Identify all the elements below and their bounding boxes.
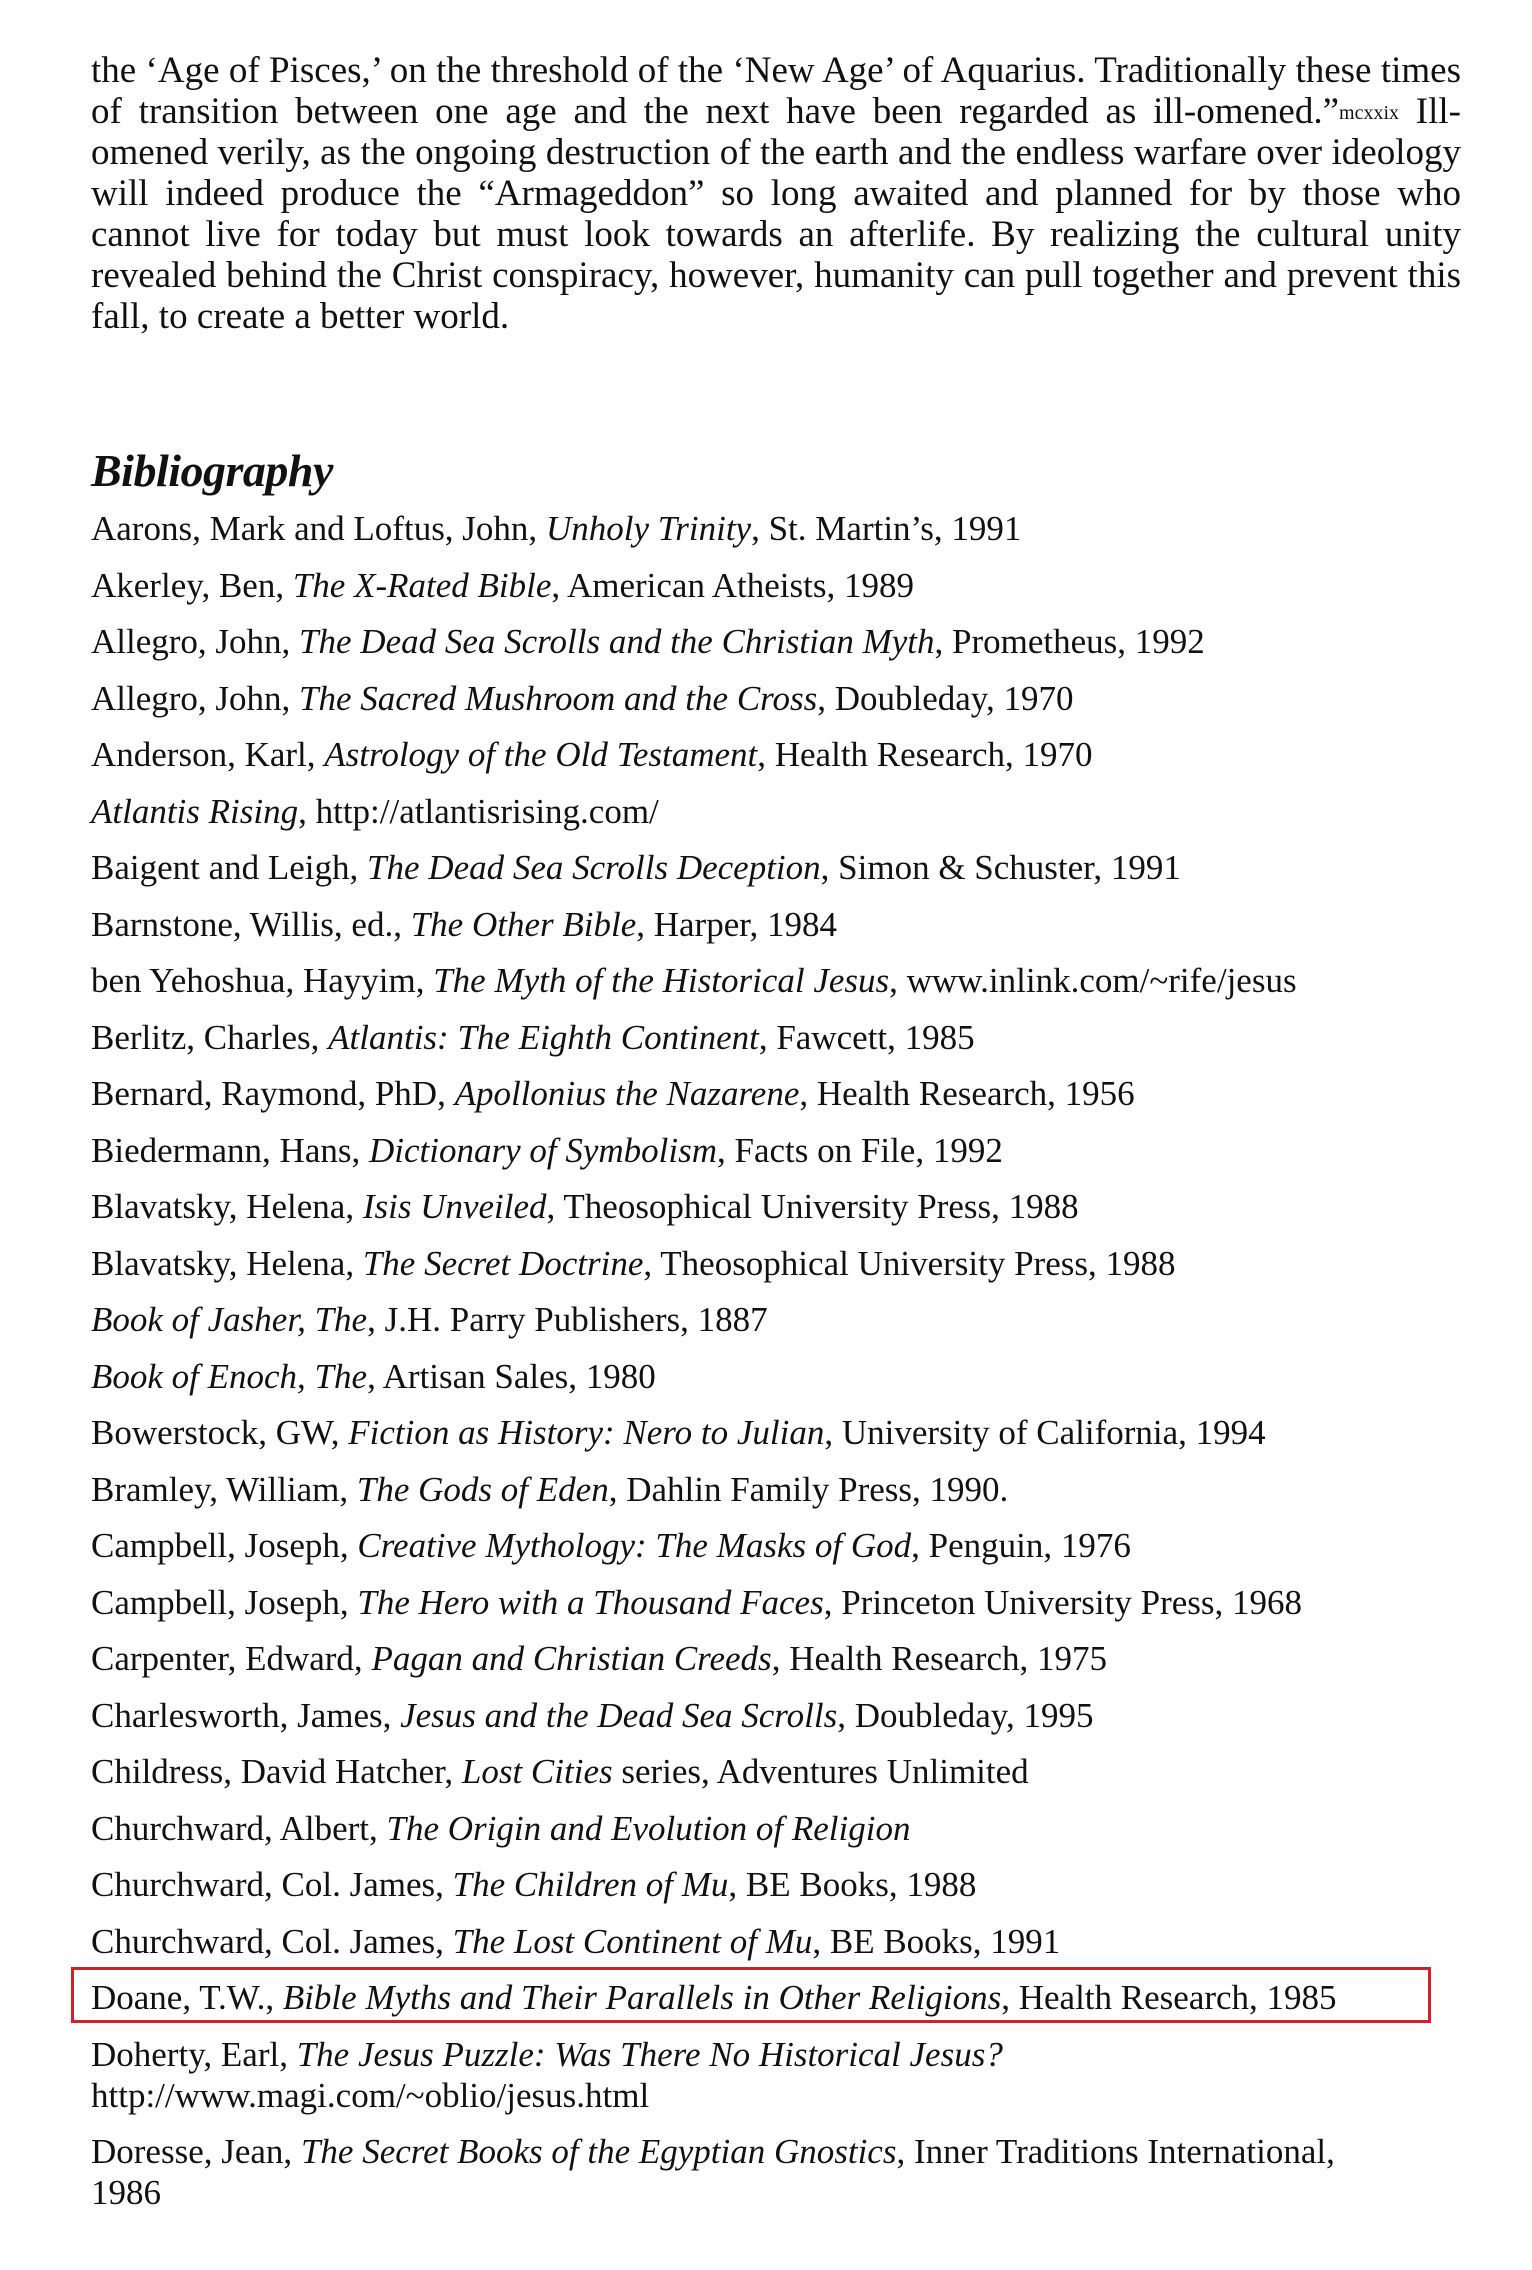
entry-publisher: , Fawcett, 1985 bbox=[758, 1017, 975, 1057]
entry-publisher: , American Atheists, 1989 bbox=[551, 565, 914, 605]
entry-title: The Other Bible bbox=[410, 904, 637, 944]
bibliography-entry bbox=[91, 1695, 1461, 1736]
entry-title: Bible Myths and Their Parallels in Other Religions bbox=[282, 1978, 1002, 2017]
entry-title: Pagan and Christian Creeds bbox=[371, 1639, 772, 1678]
entry-title: Astrology of the Old Testament bbox=[324, 735, 758, 774]
bibliography-entry bbox=[91, 1864, 1461, 1905]
entry-author: Allegro, John, bbox=[91, 622, 300, 661]
entry-author: Churchward, Albert, bbox=[91, 1808, 387, 1848]
entry-author: Carpenter, Edward, bbox=[91, 1639, 372, 1678]
entry-title: The Myth of the Historical Jesus bbox=[433, 961, 890, 1000]
entry-publisher: , St. Martin’s, 1991 bbox=[751, 509, 1022, 548]
entry-publisher: , Health Research, 1956 bbox=[799, 1074, 1135, 1113]
entry-publisher: , www.inlink.com/~rife/jesus bbox=[889, 961, 1297, 1000]
bibliography-entry bbox=[91, 1356, 1461, 1397]
bibliography-entry bbox=[91, 1808, 1461, 1849]
entry-title: Jesus and the Dead Sea Scrolls bbox=[400, 1695, 838, 1735]
entry-publisher: , Health Research, 1975 bbox=[771, 1639, 1107, 1678]
bibliography-entry bbox=[91, 1751, 1461, 1792]
entry-publisher: , Artisan Sales, 1980 bbox=[367, 1356, 656, 1396]
entry-author: Doresse, Jean, bbox=[91, 2132, 301, 2171]
entry-title: Fiction as History: Nero to Julian bbox=[348, 1413, 825, 1452]
entry-title: The Dead Sea Scrolls and the Christian Myth bbox=[299, 622, 935, 661]
bibliography-entry bbox=[91, 678, 1461, 719]
entry-title: Book of Jasher, The bbox=[91, 1300, 368, 1339]
bibliography-entry bbox=[91, 1638, 1461, 1679]
entry-author: Biedermann, Hans, bbox=[91, 1130, 369, 1170]
entry-publisher: , Health Research, 1970 bbox=[757, 735, 1093, 774]
entry-author: Campbell, Joseph, bbox=[91, 1526, 358, 1565]
bibliography-entry bbox=[91, 1186, 1461, 1227]
entry-publisher: , BE Books, 1988 bbox=[728, 1865, 977, 1904]
entry-author: ben Yehoshua, Hayyim, bbox=[91, 961, 434, 1000]
intro-paragraph bbox=[91, 50, 1461, 337]
entry-title: The Dead Sea Scrolls Deception bbox=[367, 848, 821, 887]
bibliography-entry bbox=[91, 1582, 1461, 1623]
bibliography-list bbox=[91, 508, 1461, 2213]
entry-author: Aarons, Mark and Loftus, John, bbox=[91, 509, 546, 548]
entry-publisher: series, Adventures Unlimited bbox=[612, 1752, 1029, 1791]
entry-publisher: , Theosophical University Press, 1988 bbox=[546, 1187, 1079, 1226]
document-page bbox=[91, 50, 1461, 2229]
entry-url[interactable]: http://www.magi.com/~oblio/jesus.html bbox=[91, 2075, 650, 2115]
entry-author: Doane, T.W., bbox=[91, 1978, 283, 2017]
entry-publisher: , Facts on File, 1992 bbox=[717, 1130, 1003, 1170]
entry-author: Bernard, Raymond, PhD, bbox=[91, 1074, 455, 1113]
entry-title: Isis Unveiled bbox=[362, 1187, 547, 1226]
entry-author: Blavatsky, Helena, bbox=[91, 1243, 363, 1283]
bibliography-entry bbox=[91, 734, 1461, 775]
bibliography-entry bbox=[91, 1130, 1461, 1171]
entry-publisher: , Simon & Schuster, 1991 bbox=[820, 848, 1181, 887]
entry-title: Creative Mythology: The Masks of God bbox=[357, 1526, 912, 1565]
entry-title: The Children of Mu bbox=[452, 1865, 729, 1904]
entry-title: Lost Cities bbox=[461, 1752, 613, 1791]
footnote-marker[interactable]: mcxxix bbox=[1339, 102, 1400, 124]
entry-title: Unholy Trinity bbox=[545, 509, 752, 548]
entry-title: The Lost Continent of Mu bbox=[452, 1921, 813, 1961]
bibliography-entry bbox=[91, 1017, 1461, 1058]
entry-author: Charlesworth, James, bbox=[91, 1695, 401, 1735]
entry-publisher: , Princeton University Press, 1968 bbox=[823, 1582, 1303, 1622]
bibliography-entry bbox=[91, 847, 1461, 888]
entry-publisher: , Harper, 1984 bbox=[636, 904, 838, 944]
entry-title: Apollonius the Nazarene bbox=[454, 1074, 800, 1113]
entry-author: Bowerstock, GW, bbox=[91, 1413, 349, 1452]
entry-title: The Gods of Eden bbox=[356, 1469, 609, 1509]
bibliography-entry bbox=[91, 1243, 1461, 1284]
entry-title: Atlantis Rising bbox=[91, 791, 299, 831]
intro-text-after: Ill-omened verily, as the ongoing destruction of the earth and the endless warfare over ideology will indeed produce the “Armageddon” so long awaited and planned for by those who cannot live for today but must look towards an afterlife. By realizing the cultural unity revealed behind the Christ conspiracy, however, humanity can pull together and prevent this fall, to create a better world. bbox=[91, 91, 1462, 337]
bibliography-entry bbox=[91, 1412, 1461, 1453]
bibliography-entry bbox=[91, 1921, 1461, 1962]
bibliography-entry-highlighted bbox=[91, 1977, 1461, 2018]
bibliography-entry bbox=[91, 1299, 1461, 1340]
bibliography-entry bbox=[91, 1525, 1461, 1566]
entry-title: The Hero with a Thousand Faces bbox=[357, 1582, 824, 1622]
intro-text-before: the ‘Age of Pisces,’ on the threshold of the ‘New Age’ of Aquarius. Traditionally these times of transition between one age and the next have been regarded as ill-omened.” bbox=[91, 50, 1461, 132]
entry-author: Childress, David Hatcher, bbox=[91, 1752, 462, 1791]
bibliography-entry bbox=[91, 1073, 1461, 1114]
entry-publisher: , J.H. Parry Publishers, 1887 bbox=[367, 1300, 768, 1339]
bibliography-entry bbox=[91, 1469, 1461, 1510]
entry-title: Book of Enoch, The bbox=[91, 1356, 368, 1396]
entry-title: Atlantis: The Eighth Continent bbox=[328, 1017, 759, 1057]
entry-author: Churchward, Col. James, bbox=[91, 1921, 453, 1961]
entry-author: Anderson, Karl, bbox=[91, 735, 325, 774]
bibliography-entry bbox=[91, 621, 1461, 662]
entry-author: Baigent and Leigh, bbox=[91, 848, 368, 887]
bibliography-entry bbox=[91, 960, 1461, 1001]
bibliography-heading: Bibliography bbox=[91, 445, 333, 496]
bibliography-entry-doherty bbox=[91, 2034, 1461, 2116]
bibliography-entry bbox=[91, 791, 1461, 832]
entry-title: The Sacred Mushroom and the Cross bbox=[299, 678, 818, 718]
bibliography-entry-doresse bbox=[91, 2131, 1461, 2213]
entry-author: Churchward, Col. James, bbox=[91, 1865, 453, 1904]
entry-title: The Secret Doctrine bbox=[362, 1243, 644, 1283]
entry-publisher: , Prometheus, 1992 bbox=[934, 622, 1205, 661]
bibliography-entry bbox=[91, 565, 1461, 606]
bibliography-entry bbox=[91, 904, 1461, 945]
entry-author: Berlitz, Charles, bbox=[91, 1017, 329, 1057]
entry-author: Bramley, William, bbox=[91, 1469, 357, 1509]
entry-author: Doherty, Earl, bbox=[91, 2034, 297, 2074]
entry-publisher: , Health Research, 1985 bbox=[1001, 1978, 1337, 2017]
entry-title: The X-Rated Bible bbox=[292, 565, 552, 605]
entry-publisher: , Theosophical University Press, 1988 bbox=[643, 1243, 1176, 1283]
bibliography-entry bbox=[91, 508, 1461, 549]
entry-title: The Origin and Evolution of Religion bbox=[386, 1808, 911, 1848]
entry-author: Blavatsky, Helena, bbox=[91, 1187, 363, 1226]
entry-author: Akerley, Ben, bbox=[91, 565, 293, 605]
entry-publisher: , Doubleday, 1995 bbox=[837, 1695, 1094, 1735]
entry-author: Allegro, John, bbox=[91, 678, 300, 718]
entry-title: The Jesus Puzzle: Was There No Historical Jesus? bbox=[296, 2034, 1003, 2074]
entry-publisher: , Penguin, 1976 bbox=[911, 1526, 1131, 1565]
entry-publisher: , University of California, 1994 bbox=[824, 1413, 1266, 1452]
entry-title: Dictionary of Symbolism bbox=[368, 1130, 718, 1170]
entry-author: Barnstone, Willis, ed., bbox=[91, 904, 411, 944]
entry-publisher: , Dahlin Family Press, 1990. bbox=[608, 1469, 1009, 1509]
entry-author: Campbell, Joseph, bbox=[91, 1582, 358, 1622]
entry-publisher: , Doubleday, 1970 bbox=[817, 678, 1074, 718]
entry-year: 1986 bbox=[91, 2173, 161, 2212]
entry-title: The Secret Books of the Egyptian Gnostics bbox=[300, 2132, 897, 2171]
entry-publisher: , BE Books, 1991 bbox=[812, 1921, 1061, 1961]
entry-publisher: , http://atlantisrising.com/ bbox=[298, 791, 659, 831]
entry-publisher: , Inner Traditions International, bbox=[896, 2132, 1335, 2171]
